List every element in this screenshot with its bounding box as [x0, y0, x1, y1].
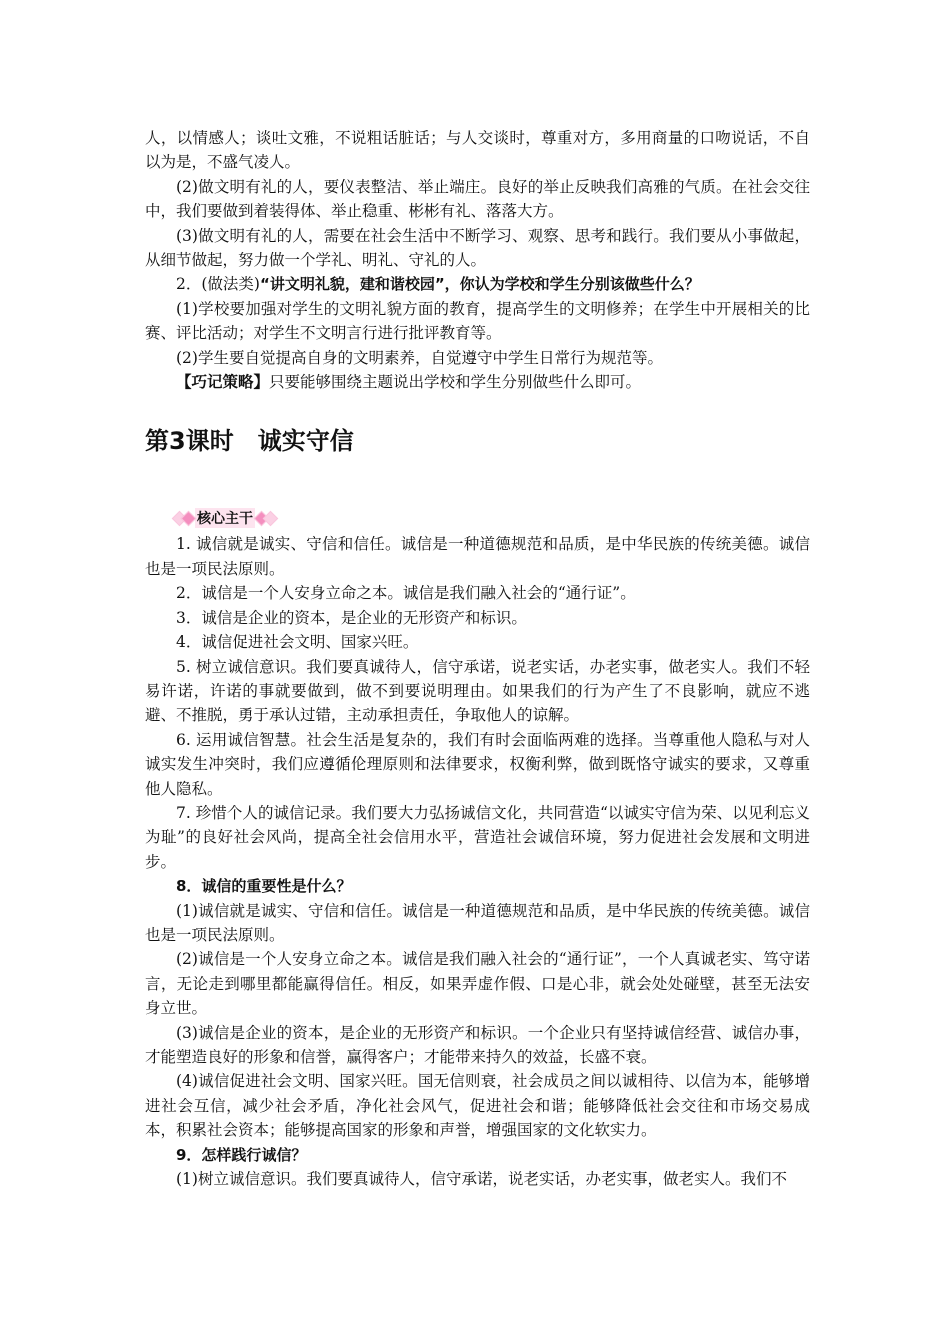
question-9-text: 9．怎样践行诚信？ — [176, 1145, 307, 1164]
answer-9-1: (1)树立诚信意识。我们要真诚待人，信守承诺，说老实话，办老实事，做老实人。我们不 — [176, 1170, 787, 1189]
answer-2-student: (2)学生要自觉提高自身的文明素养，自觉遵守中学生日常行为规范等。 — [176, 348, 663, 367]
core-point-1: 1. 诚信就是诚实、守信和信任。诚信是一种道德规范和品质，是中华民族的传统美德。诚信也是一项民法原则。 — [145, 535, 810, 578]
question-2 — [145, 272, 810, 296]
question-9 — [145, 1143, 810, 1167]
memory-tip-label: 【巧记策略】 — [176, 372, 270, 392]
core-point-7: 7. 珍惜个人的诚信记录。我们要大力弘扬诚信文化，共同营造“以诚实守信为荣、以见利忘义为耻”的良好社会风尚，提高全社会信用水平，营造社会诚信环境，努力促进社会发展和文明进步。 — [145, 803, 810, 871]
lesson-title — [145, 424, 810, 458]
answer-8-1: (1)诚信就是诚实、守信和信任。诚信是一种道德规范和品质，是中华民族的传统美德。诚信也是一项民法原则。 — [145, 901, 810, 944]
core-section-label: 核心主干 — [195, 508, 255, 528]
question-8 — [145, 874, 810, 898]
continued-paragraph: 人，以情感人；谈吐文雅，不说粗话脏话；与人交谈时，尊重对方，多用商量的口吻说话，不自以为是，不盛气凌人。 — [145, 129, 810, 172]
diamond-decoration-right-icon — [257, 513, 275, 524]
memory-tip — [145, 370, 810, 394]
core-point-5: 5. 树立诚信意识。我们要真诚待人，信守承诺，说老实话，办老实事，做老实人。我们不轻易许诺，许诺的事就要做到，做不到要说明理由。如果我们的行为产生了不良影响，就应不逃避、不推脱，勇于承认过错，主动承担责任，争取他人的谅解。 — [145, 657, 810, 725]
lesson-name: 诚实守信 — [257, 427, 354, 456]
paragraph-etiquette-appearance: (2)做文明有礼的人，要仪表整洁、举止端庄。良好的举止反映我们高雅的气质。在社会交往中，我们要做到着装得体、举止稳重、彬彬有礼、落落大方。 — [145, 177, 810, 221]
answer-8-3: (3)诚信是企业的资本，是企业的无形资产和标识。一个企业只有坚持诚信经营、诚信办事，才能塑造良好的形象和信誉，赢得客户；才能带来持久的效益，长盛不衰。 — [145, 1023, 810, 1066]
core-point-6: 6. 运用诚信智慧。社会生活是复杂的，我们有时会面临两难的选择。当尊重他人隐私与对人诚实发生冲突时，我们应遵循伦理原则和法律要求，权衡利弊，做到既恪守诚实的要求，又尊重他人隐私。 — [145, 730, 810, 798]
question-2-number: 2．(做法类) — [176, 275, 260, 294]
answer-8-2: (2)诚信是一个人安身立命之本。诚信是我们融入社会的“通行证”，一个人真诚老实、笃守诺言，无论走到哪里都能赢得信任。相反，如果弄虚作假、口是心非，就会处处碰壁，甚至无法安身立世。 — [145, 950, 810, 1018]
paragraph-etiquette-practice: (3)做文明有礼的人，需要在社会生活中不断学习、观察、思考和践行。我们要从小事做起，从细节做起，努力做一个学礼、明礼、守礼的人。 — [145, 226, 810, 270]
answer-2-school: (1)学校要加强对学生的文明礼貌方面的教育，提高学生的文明修养；在学生中开展相关的比赛、评比活动；对学生不文明言行进行批评教育等。 — [145, 299, 810, 343]
question-8-text: 8．诚信的重要性是什么？ — [176, 877, 352, 896]
question-2-text: “讲文明礼貌，建和谐校园”，你认为学校和学生分别该做些什么？ — [259, 275, 700, 294]
core-section-header — [175, 506, 810, 530]
lesson-number: 第3课时 — [145, 427, 234, 456]
page-content — [145, 126, 810, 1191]
core-point-4: 4．诚信促进社会文明、国家兴旺。 — [176, 633, 419, 652]
diamond-decoration-left-icon — [175, 513, 193, 524]
core-point-2: 2．诚信是一个人安身立命之本。诚信是我们融入社会的“通行证”。 — [176, 584, 636, 603]
answer-8-4: (4)诚信促进社会文明、国家兴旺。国无信则衰，社会成员之间以诚相待、以信为本，能够增进社会互信，减少社会矛盾，净化社会风气，促进社会和谐；能够降低社会交往和市场交易成本，积累社会资本；能够提高国家的形象和声誉，增强国家的文化软实力。 — [145, 1072, 810, 1140]
core-point-3: 3．诚信是企业的资本，是企业的无形资产和标识。 — [176, 608, 527, 627]
memory-tip-text: 只要能够围绕主题说出学校和学生分别做些什么即可。 — [269, 373, 642, 392]
